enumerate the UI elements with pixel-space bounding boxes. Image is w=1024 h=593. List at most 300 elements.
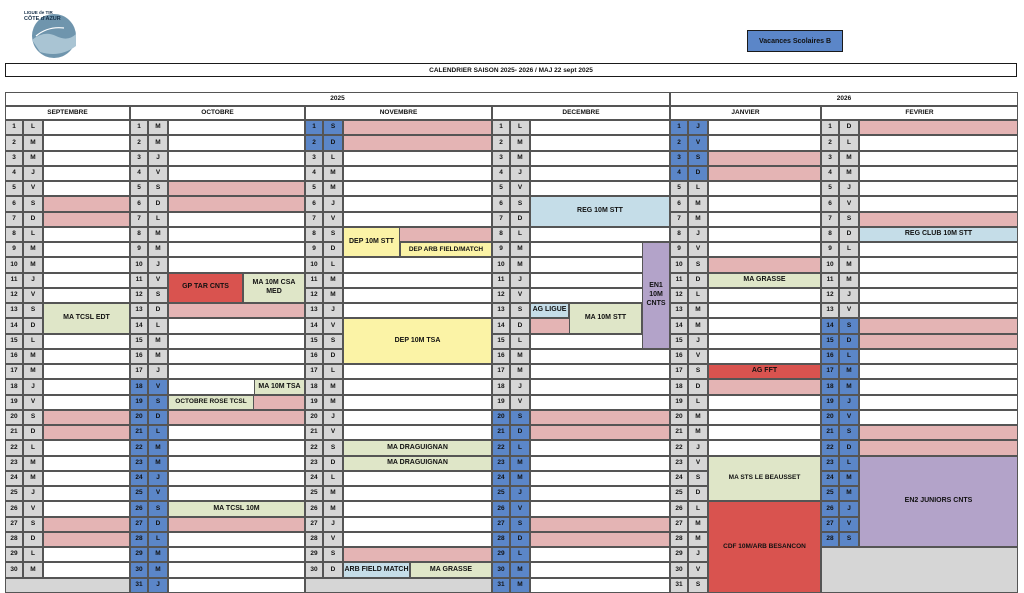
day-number: 5 (670, 181, 688, 196)
day-of-week: M (688, 196, 708, 211)
day-of-week: L (148, 425, 168, 440)
day-number: 3 (130, 151, 148, 166)
day-of-week: D (688, 486, 708, 501)
event-block: MA GRASSE (708, 273, 821, 288)
day-of-week: M (323, 166, 343, 181)
day-number: 29 (670, 547, 688, 562)
day-of-week: D (839, 227, 859, 242)
day-of-week: V (323, 318, 343, 333)
day-number: 28 (305, 532, 323, 547)
event-block: GP TAR CNTS (168, 273, 243, 304)
event-slot (530, 379, 670, 394)
day-number: 11 (821, 273, 839, 288)
event-slot (168, 517, 305, 532)
day-of-week: M (23, 135, 43, 150)
day-number: 27 (130, 517, 148, 532)
day-number: 25 (5, 486, 23, 501)
day-number: 2 (670, 135, 688, 150)
day-number: 27 (821, 517, 839, 532)
day-of-week: L (839, 349, 859, 364)
event-slot (43, 227, 130, 242)
day-of-week: L (23, 227, 43, 242)
day-of-week: L (839, 456, 859, 471)
event-slot (708, 318, 821, 333)
day-number: 7 (130, 212, 148, 227)
event-slot (43, 120, 130, 135)
day-number: 12 (130, 288, 148, 303)
day-of-week: V (510, 288, 530, 303)
day-number: 13 (821, 303, 839, 318)
day-number: 16 (130, 349, 148, 364)
day-number: 10 (5, 257, 23, 272)
day-of-week: J (148, 257, 168, 272)
day-number: 29 (492, 547, 510, 562)
day-number: 5 (305, 181, 323, 196)
event-slot (530, 471, 670, 486)
day-number: 27 (492, 517, 510, 532)
day-number: 15 (821, 334, 839, 349)
day-number: 25 (670, 486, 688, 501)
day-number: 7 (670, 212, 688, 227)
day-number: 8 (670, 227, 688, 242)
event-block: MA 10M CSA MED (243, 273, 305, 304)
day-of-week: D (688, 379, 708, 394)
event-slot (859, 425, 1018, 440)
day-number: 20 (821, 410, 839, 425)
day-number: 7 (305, 212, 323, 227)
day-number: 8 (821, 227, 839, 242)
day-of-week: S (688, 364, 708, 379)
day-number: 17 (821, 364, 839, 379)
event-block: AG FFT (708, 364, 821, 379)
event-slot (43, 196, 130, 211)
event-slot (708, 227, 821, 242)
day-of-week: S (23, 410, 43, 425)
day-of-week: M (23, 364, 43, 379)
event-slot (168, 486, 305, 501)
day-number: 6 (130, 196, 148, 211)
event-slot (43, 273, 130, 288)
event-slot (343, 212, 492, 227)
day-number: 15 (130, 334, 148, 349)
day-of-week: M (148, 547, 168, 562)
day-number: 3 (305, 151, 323, 166)
day-number: 19 (492, 395, 510, 410)
day-number: 31 (492, 578, 510, 593)
event-slot (859, 334, 1018, 349)
event-slot (43, 349, 130, 364)
day-of-week: V (323, 532, 343, 547)
day-of-week: V (510, 181, 530, 196)
day-of-week: D (510, 212, 530, 227)
day-number: 13 (305, 303, 323, 318)
day-of-week: D (510, 318, 530, 333)
day-of-week: M (23, 242, 43, 257)
day-number: 17 (305, 364, 323, 379)
day-of-week: M (510, 349, 530, 364)
day-of-week: M (688, 303, 708, 318)
day-of-week: M (839, 471, 859, 486)
day-of-week: D (323, 135, 343, 150)
event-slot (530, 135, 670, 150)
day-number: 1 (130, 120, 148, 135)
event-slot (168, 456, 305, 471)
day-of-week: J (148, 151, 168, 166)
day-of-week: M (839, 379, 859, 394)
event-slot (343, 181, 492, 196)
event-slot (530, 151, 670, 166)
day-of-week: M (510, 135, 530, 150)
day-number: 25 (305, 486, 323, 501)
event-slot (859, 257, 1018, 272)
day-number: 26 (305, 501, 323, 516)
event-slot (343, 135, 492, 150)
event-slot (43, 242, 130, 257)
day-of-week: M (510, 578, 530, 593)
day-of-week: J (323, 517, 343, 532)
day-number: 21 (5, 425, 23, 440)
event-block: MA TCSL EDT (43, 303, 130, 334)
day-number: 24 (821, 471, 839, 486)
event-slot (859, 273, 1018, 288)
event-slot (708, 379, 821, 394)
day-of-week: M (688, 425, 708, 440)
day-number: 28 (492, 532, 510, 547)
day-of-week: J (323, 303, 343, 318)
day-number: 20 (130, 410, 148, 425)
day-number: 8 (5, 227, 23, 242)
day-of-week: L (688, 181, 708, 196)
event-slot (530, 547, 670, 562)
event-slot (530, 425, 670, 440)
day-of-week: J (688, 227, 708, 242)
day-of-week: S (323, 547, 343, 562)
day-of-week: J (323, 410, 343, 425)
day-of-week: M (323, 501, 343, 516)
event-slot (859, 212, 1018, 227)
event-slot (168, 364, 305, 379)
event-block: EN1 10M CNTS (642, 242, 670, 349)
day-of-week: M (148, 135, 168, 150)
day-number: 4 (305, 166, 323, 181)
calendar-title: CALENDRIER SAISON 2025- 2026 / MAJ 22 sept 2025 (5, 63, 1017, 77)
day-of-week: J (148, 578, 168, 593)
day-of-week: J (323, 196, 343, 211)
day-of-week: S (148, 501, 168, 516)
day-number: 19 (305, 395, 323, 410)
event-slot (168, 318, 305, 333)
day-number: 22 (821, 440, 839, 455)
day-of-week: L (148, 532, 168, 547)
event-slot (530, 578, 670, 593)
day-number: 19 (130, 395, 148, 410)
day-of-week: S (688, 471, 708, 486)
day-of-week: M (839, 151, 859, 166)
day-number: 14 (821, 318, 839, 333)
event-slot (859, 151, 1018, 166)
day-of-week: J (510, 486, 530, 501)
day-number: 23 (492, 456, 510, 471)
day-of-week: D (23, 318, 43, 333)
day-number: 17 (492, 364, 510, 379)
day-of-week: M (23, 471, 43, 486)
event-slot (168, 181, 305, 196)
day-of-week: V (688, 135, 708, 150)
event-slot (43, 440, 130, 455)
day-of-week: M (510, 562, 530, 577)
day-of-week: S (323, 440, 343, 455)
month-header: SEPTEMBRE (5, 106, 130, 120)
day-of-week: V (688, 349, 708, 364)
day-of-week: S (23, 196, 43, 211)
event-slot (530, 120, 670, 135)
day-of-week: D (839, 334, 859, 349)
day-number: 16 (821, 349, 839, 364)
day-number: 2 (130, 135, 148, 150)
day-number: 2 (492, 135, 510, 150)
day-number: 9 (305, 242, 323, 257)
day-number: 4 (492, 166, 510, 181)
day-of-week: J (148, 364, 168, 379)
day-of-week: J (839, 181, 859, 196)
day-number: 8 (130, 227, 148, 242)
day-of-week: S (688, 151, 708, 166)
day-of-week: M (323, 273, 343, 288)
day-of-week: S (688, 578, 708, 593)
day-of-week: M (148, 242, 168, 257)
event-slot (708, 303, 821, 318)
event-slot (708, 425, 821, 440)
event-slot (859, 395, 1018, 410)
event-slot (343, 532, 492, 547)
day-of-week: V (839, 410, 859, 425)
day-number: 1 (5, 120, 23, 135)
day-number: 16 (305, 349, 323, 364)
event-slot (343, 471, 492, 486)
day-number: 7 (5, 212, 23, 227)
event-slot (530, 364, 670, 379)
day-number: 13 (5, 303, 23, 318)
day-number: 26 (492, 501, 510, 516)
day-of-week: M (148, 562, 168, 577)
event-slot (343, 501, 492, 516)
day-number: 16 (5, 349, 23, 364)
day-number: 30 (5, 562, 23, 577)
day-number: 20 (492, 410, 510, 425)
day-of-week: S (148, 288, 168, 303)
day-number: 11 (305, 273, 323, 288)
day-number: 18 (670, 379, 688, 394)
event-block: REG CLUB 10M STT (859, 227, 1018, 242)
event-slot (708, 166, 821, 181)
event-slot (43, 288, 130, 303)
day-number: 28 (821, 532, 839, 547)
event-slot (168, 166, 305, 181)
event-block: DEP 10M STT (343, 227, 400, 258)
event-block: MA GRASSE (410, 562, 492, 577)
day-number: 9 (492, 242, 510, 257)
event-block: CDF 10M/ARB BESANCON (708, 501, 821, 593)
event-slot (530, 486, 670, 501)
day-of-week: M (839, 166, 859, 181)
event-slot (168, 196, 305, 211)
day-of-week: S (688, 257, 708, 272)
event-slot (530, 181, 670, 196)
day-number: 19 (5, 395, 23, 410)
day-number: 18 (130, 379, 148, 394)
event-slot (43, 334, 130, 349)
day-number: 12 (821, 288, 839, 303)
day-number: 12 (305, 288, 323, 303)
day-of-week: D (323, 562, 343, 577)
event-slot (859, 364, 1018, 379)
day-number: 6 (821, 196, 839, 211)
day-of-week: M (688, 212, 708, 227)
day-number: 3 (5, 151, 23, 166)
day-of-week: S (23, 517, 43, 532)
day-of-week: S (510, 410, 530, 425)
day-of-week: D (323, 456, 343, 471)
day-of-week: M (510, 456, 530, 471)
day-of-week: M (148, 227, 168, 242)
event-slot (343, 410, 492, 425)
event-slot (43, 471, 130, 486)
day-of-week: D (688, 166, 708, 181)
day-number: 17 (5, 364, 23, 379)
day-number: 12 (670, 288, 688, 303)
day-number: 6 (305, 196, 323, 211)
event-slot (43, 425, 130, 440)
event-block: MA STS LE BEAUSSET (708, 456, 821, 502)
month-header: OCTOBRE (130, 106, 305, 120)
event-slot (859, 440, 1018, 455)
event-slot (343, 547, 492, 562)
day-number: 7 (492, 212, 510, 227)
day-number: 27 (5, 517, 23, 532)
empty-cell (5, 578, 130, 593)
event-slot (859, 181, 1018, 196)
day-number: 7 (821, 212, 839, 227)
event-slot (708, 349, 821, 364)
event-slot (708, 440, 821, 455)
day-number: 30 (670, 562, 688, 577)
event-block: ARB FIELD MATCH (343, 562, 410, 577)
day-number: 11 (5, 273, 23, 288)
day-number: 14 (5, 318, 23, 333)
event-slot (708, 181, 821, 196)
day-of-week: M (23, 562, 43, 577)
event-slot (168, 425, 305, 440)
day-of-week: L (23, 547, 43, 562)
event-slot (859, 166, 1018, 181)
day-of-week: J (23, 486, 43, 501)
day-of-week: S (323, 120, 343, 135)
day-number: 31 (130, 578, 148, 593)
day-number: 18 (5, 379, 23, 394)
event-slot (168, 151, 305, 166)
day-number: 6 (5, 196, 23, 211)
day-of-week: S (148, 395, 168, 410)
day-number: 10 (130, 257, 148, 272)
day-of-week: V (23, 288, 43, 303)
day-of-week: J (23, 273, 43, 288)
day-number: 18 (821, 379, 839, 394)
day-of-week: V (688, 456, 708, 471)
day-of-week: M (323, 181, 343, 196)
day-of-week: S (323, 227, 343, 242)
event-slot (859, 196, 1018, 211)
event-slot (43, 562, 130, 577)
day-number: 22 (670, 440, 688, 455)
event-block: MA 10M TSA (254, 379, 305, 394)
day-number: 11 (492, 273, 510, 288)
event-slot (530, 517, 670, 532)
event-slot (859, 303, 1018, 318)
event-slot (859, 288, 1018, 303)
day-of-week: M (839, 273, 859, 288)
day-number: 10 (821, 257, 839, 272)
legend-school-holidays: Vacances Scolaires B (747, 30, 843, 52)
day-number: 1 (670, 120, 688, 135)
day-number: 1 (492, 120, 510, 135)
day-of-week: V (839, 196, 859, 211)
day-number: 12 (492, 288, 510, 303)
day-number: 20 (305, 410, 323, 425)
day-number: 26 (821, 501, 839, 516)
event-slot (343, 364, 492, 379)
day-of-week: V (148, 379, 168, 394)
day-number: 20 (670, 410, 688, 425)
event-block: MA DRAGUIGNAN (343, 456, 492, 471)
day-number: 29 (305, 547, 323, 562)
day-of-week: M (688, 410, 708, 425)
day-of-week: M (510, 364, 530, 379)
event-slot (43, 532, 130, 547)
month-header: FEVRIER (821, 106, 1018, 120)
event-block: MA DRAGUIGNAN (343, 440, 492, 455)
day-number: 10 (670, 257, 688, 272)
month-header: JANVIER (670, 106, 821, 120)
event-slot (43, 547, 130, 562)
event-slot (530, 456, 670, 471)
day-of-week: L (23, 334, 43, 349)
day-number: 13 (492, 303, 510, 318)
day-number: 24 (5, 471, 23, 486)
day-number: 9 (5, 242, 23, 257)
event-slot (168, 532, 305, 547)
event-slot (343, 196, 492, 211)
day-of-week: S (323, 334, 343, 349)
day-of-week: D (148, 410, 168, 425)
day-of-week: V (23, 181, 43, 196)
day-of-week: V (688, 242, 708, 257)
day-number: 22 (5, 440, 23, 455)
logo-line-2: CÔTE d'AZUR (24, 15, 61, 22)
event-slot (43, 166, 130, 181)
day-number: 23 (305, 456, 323, 471)
event-slot (530, 349, 670, 364)
day-number: 4 (670, 166, 688, 181)
day-number: 13 (130, 303, 148, 318)
event-slot (168, 471, 305, 486)
day-number: 20 (5, 410, 23, 425)
day-number: 19 (670, 395, 688, 410)
day-number: 28 (5, 532, 23, 547)
day-of-week: J (688, 334, 708, 349)
day-number: 5 (130, 181, 148, 196)
event-slot (343, 486, 492, 501)
day-of-week: D (323, 349, 343, 364)
